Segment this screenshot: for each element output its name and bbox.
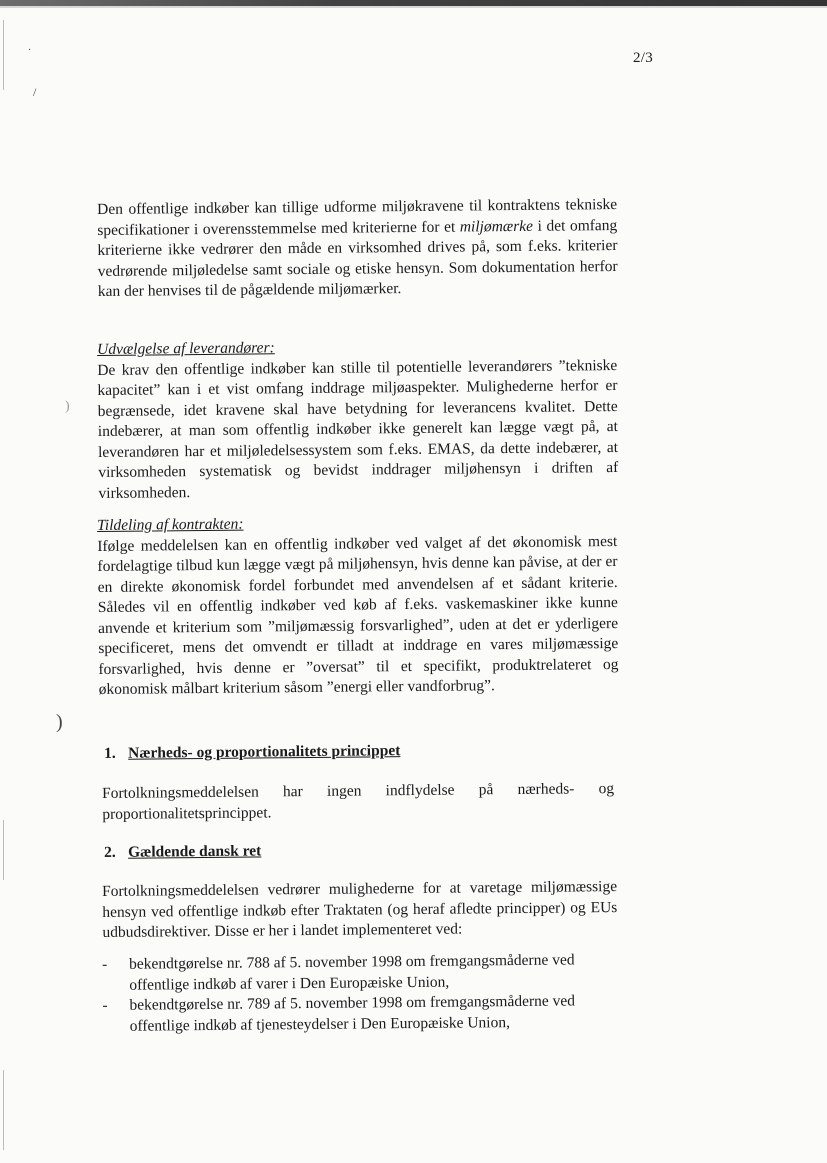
scan-speck: /	[33, 85, 37, 99]
section-2-number: 2.	[104, 843, 116, 861]
section-1-number: 1.	[104, 744, 116, 762]
list-item	[102, 991, 617, 1037]
scan-edge-shadow	[0, 6, 827, 8]
list-dash: -	[102, 996, 108, 1014]
scan-left-edge-mark	[3, 1070, 4, 1150]
punch-hole-mark: )	[65, 399, 70, 414]
intro-emphasis: miljømærke	[459, 217, 534, 236]
page-number: 2/3	[633, 50, 654, 66]
scan-left-edge-mark	[3, 20, 4, 90]
award-body: Ifølge meddelelsen kan en offentlig indkøber ved valget af det økonomisk mest fordelagtige tilbud kun lægge vægt på miljøhensyn, hvis denne kan påvise, at der er en direkte økonomisk fordel forbundet med anvendelsen af et sådant kriterie. Således vil en offentlig indkøber ved køb af f.eks. vaskemaskiner ikke kunne anvende et kriterium som ”miljømæssig forsvarlighed”, uden at det er yderligere specificeret, mens det omvendt er tilladt at inddrage en vares miljømæssige forsvarlighed, hvis denne er ”oversat” til et specifikt, produktrelateret og økonomisk målbart kriterium såsom ”energi eller vandforbrug”.	[97, 532, 619, 698]
award-section	[97, 511, 619, 700]
intro-text-before: Den offentlige indkøber kan tillige udforme miljøkravene til kontraktens tekniske specifikationer i overensstemmelse med kriterierne for et	[97, 196, 618, 239]
award-heading: Tildeling af kontrakten:	[97, 515, 244, 534]
list-item-text: bekendtgørelse nr. 789 af 5. november 1998 om fremgangsmåderne ved offentlige indkøb af tjenesteydelser i Den Europæiske Union,	[129, 992, 576, 1035]
punch-hole-mark: )	[56, 711, 63, 733]
scan-left-edge-mark	[3, 820, 4, 880]
intro-text-after: i det omfang kriterierne ikke vedrører den måde en virksomhed drives på, som f.eks. kriterier vedrørende miljøledelse samt sociale og etiske hensyn. Som dokumentation herfor kan der henvises til de pågældende miljømærker.	[97, 216, 618, 300]
section-1-title: Nærheds- og proportionalitets princippet	[127, 742, 401, 762]
section-1-body: Fortolkningsmeddelelsen har ingen indflydelse på nærheds- og proportionalitetsprincippet.	[102, 780, 615, 823]
supplier-section	[97, 335, 619, 504]
section-2-body: Fortolkningsmeddelelsen vedrører mulighederne for at varetage miljømæssige hensyn ved offentlige indkøb efter Traktaten (og heraf afledte principper) og EUs udbudsdirektiver. Disse er her i landet implementeret ved:	[102, 878, 618, 941]
list-dash: -	[102, 955, 108, 973]
supplier-heading: Udvælgelse af leverandører:	[97, 339, 275, 358]
section-2-title: Gældende dansk ret	[127, 842, 262, 861]
list-item-text: bekendtgørelse nr. 788 af 5. november 1998 om fremgangsmåderne ved offentlige indkøb af varer i Den Europæiske Union,	[129, 951, 575, 994]
intro-paragraph	[97, 195, 618, 302]
regulation-list	[102, 950, 618, 1037]
scan-speck: ·	[28, 45, 32, 56]
section-1-heading	[104, 742, 400, 763]
list-item	[102, 950, 617, 996]
supplier-body: De krav den offentlige indkøber kan stille til potentielle leverandørers ”tekniske kapacitet” kan i et vist omfang inddrage miljøaspekter. Mulighederne herfor er begrænsede, idet kravene skal have betydning for leverancens kvalitet. Dette indebærer, at man som offentlig indkøber ikke generelt kan lægge vægt på, at leverandøren har et miljøledelsessystem som f.eks. EMAS, da dette indebærer, at virksomheden systematisk og bevidst inddrager miljøhensyn i driften af virksomheden.	[97, 356, 619, 502]
section-2-heading	[104, 842, 261, 862]
